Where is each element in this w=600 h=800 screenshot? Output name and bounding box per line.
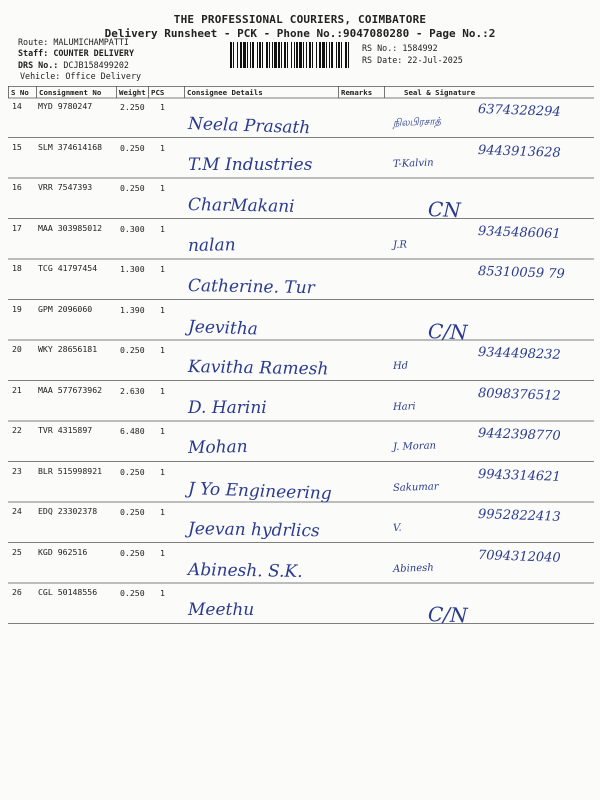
sno-cell: 16 bbox=[12, 182, 22, 192]
table-grid bbox=[8, 86, 594, 800]
seal-handwriting: CN bbox=[427, 197, 462, 223]
barcode-bar bbox=[309, 42, 311, 68]
barcode-bar bbox=[341, 42, 342, 68]
weight-cell: 2.630 bbox=[120, 385, 145, 396]
header-consignee-details: Consignee Details bbox=[187, 88, 263, 97]
barcode-bar bbox=[336, 42, 337, 68]
barcode-bar bbox=[266, 42, 268, 68]
barcode-bar bbox=[237, 42, 238, 68]
barcode-bar bbox=[291, 42, 292, 68]
sno-cell: 25 bbox=[12, 546, 22, 557]
consignee-signature: Jeevitha bbox=[187, 316, 259, 339]
consignment-no-cell: CGL 50148556 bbox=[38, 587, 98, 597]
rs-no-label: RS No.: bbox=[362, 43, 398, 53]
pcs-cell: 1 bbox=[160, 264, 165, 274]
sno-cell: 18 bbox=[12, 263, 22, 273]
barcode-bar bbox=[329, 42, 330, 68]
rs-no-value: 1584992 bbox=[402, 43, 438, 53]
consignee-signature: D. Harini bbox=[188, 397, 267, 418]
barcode-bar bbox=[240, 42, 242, 68]
weight-cell: 0.250 bbox=[120, 547, 145, 558]
seal-handwriting: 9345486061 bbox=[477, 223, 561, 242]
weight-cell: 1.390 bbox=[120, 304, 145, 315]
barcode-bar bbox=[278, 42, 280, 68]
consignee-signature: Neela Prasath bbox=[187, 114, 311, 139]
drs-value: DCJB158499202 bbox=[63, 60, 129, 70]
weight-cell: 0.250 bbox=[120, 466, 145, 477]
sno-cell: 26 bbox=[12, 587, 22, 597]
pcs-cell: 1 bbox=[160, 547, 165, 558]
pcs-cell: 1 bbox=[160, 385, 165, 396]
sno-cell: 14 bbox=[12, 101, 22, 111]
seal-handwriting: 9344498232 bbox=[477, 345, 561, 363]
weight-cell: 0.250 bbox=[120, 507, 145, 517]
barcode-bar bbox=[306, 42, 307, 68]
barcode-bar bbox=[326, 42, 327, 68]
seal-signature: T-Kalvin bbox=[392, 157, 434, 170]
consignee-signature: Mohan bbox=[187, 436, 248, 458]
barcode-bar bbox=[262, 42, 263, 68]
barcode-bar bbox=[233, 42, 234, 68]
weight-cell: 0.250 bbox=[120, 345, 145, 355]
seal-signature: Hd bbox=[392, 360, 409, 372]
staff-line bbox=[18, 48, 134, 58]
header-pcs: PCS bbox=[151, 88, 165, 97]
weight-cell: 0.250 bbox=[120, 142, 145, 153]
consignment-no-cell: WKY 28656181 bbox=[38, 344, 98, 354]
consignment-no-cell: TVR 4315897 bbox=[38, 425, 93, 435]
sno-cell: 17 bbox=[12, 222, 22, 233]
seal-signature: J.R bbox=[392, 239, 408, 251]
drs-label: DRS No.: bbox=[18, 60, 59, 70]
barcode-bar bbox=[269, 42, 270, 68]
consignment-no-cell: VRR 7547393 bbox=[38, 182, 93, 192]
consignment-no-cell: BLR 515998921 bbox=[38, 465, 103, 476]
barcode-bar bbox=[250, 42, 251, 68]
barcode-bar bbox=[331, 42, 333, 68]
consignment-no-cell: MYD 9780247 bbox=[38, 101, 93, 111]
consignment-no-cell: SLM 374614168 bbox=[38, 141, 103, 152]
header-seal-signature: Seal & Signature bbox=[404, 88, 476, 97]
sno-cell: 23 bbox=[12, 465, 22, 476]
runsheet-table bbox=[8, 86, 594, 800]
consignee-signature: Abinesh. S.K. bbox=[187, 559, 303, 582]
barcode-bar bbox=[316, 42, 317, 68]
seal-handwriting: 8098376512 bbox=[477, 385, 561, 404]
pcs-cell: 1 bbox=[160, 183, 165, 193]
drs-line bbox=[18, 60, 129, 70]
seal-signature: V. bbox=[392, 522, 402, 534]
pcs-cell: 1 bbox=[160, 507, 165, 517]
rs-no-line bbox=[362, 43, 438, 53]
consignment-no-cell: TCG 41797454 bbox=[38, 263, 98, 273]
company-name: THE PROFESSIONAL COURIERS, COIMBATORE bbox=[173, 13, 427, 26]
sno-cell: 15 bbox=[12, 141, 22, 152]
seal-handwriting: 9943314621 bbox=[477, 466, 561, 485]
barcode-bar bbox=[312, 42, 313, 68]
seal-signature: Abinesh bbox=[392, 562, 434, 575]
barcode-bar bbox=[287, 42, 288, 68]
vehicle-value: Office Delivery bbox=[65, 71, 142, 81]
weight-cell: 0.250 bbox=[120, 183, 145, 193]
sno-cell: 22 bbox=[12, 425, 22, 435]
rs-date-label: RS Date: bbox=[362, 55, 403, 65]
seal-handwriting: 9443913628 bbox=[477, 142, 561, 161]
barcode-bar bbox=[252, 42, 254, 68]
consignee-signature: Kavitha Ramesh bbox=[187, 357, 329, 380]
weight-cell: 0.250 bbox=[120, 588, 145, 598]
seal-signature: நிலபிரசாத் bbox=[392, 116, 442, 129]
barcode-bar bbox=[338, 42, 340, 68]
sno-cell: 21 bbox=[12, 384, 22, 395]
seal-handwriting: C/N bbox=[427, 318, 468, 344]
pcs-cell: 1 bbox=[160, 223, 165, 234]
barcode-bar bbox=[272, 42, 273, 68]
vehicle-line bbox=[20, 71, 141, 81]
sno-cell: 24 bbox=[12, 506, 22, 516]
barcode-bar bbox=[345, 42, 347, 68]
barcode-bar bbox=[348, 42, 349, 68]
seal-signature: Sakumar bbox=[392, 480, 439, 494]
consignment-no-cell: MAA 303985012 bbox=[38, 222, 103, 233]
sno-cell: 19 bbox=[12, 303, 22, 314]
barcode-bar bbox=[319, 42, 321, 68]
pcs-cell: 1 bbox=[160, 142, 165, 153]
seal-signature: Hari bbox=[392, 400, 416, 413]
consignment-no-cell: GPM 2096060 bbox=[38, 303, 93, 314]
rs-date-line bbox=[362, 55, 463, 65]
barcode-bar bbox=[257, 42, 258, 68]
barcode-bar bbox=[296, 42, 298, 68]
barcode-bar bbox=[259, 42, 261, 68]
seal-handwriting: 85310059 79 bbox=[477, 264, 566, 283]
header-remarks: Remarks bbox=[341, 88, 373, 97]
barcode-bar bbox=[247, 42, 248, 68]
barcode-bar bbox=[322, 42, 325, 68]
pcs-cell: 1 bbox=[160, 102, 165, 112]
header-weight: Weight bbox=[119, 88, 146, 97]
vehicle-label: Vehicle: bbox=[20, 71, 61, 81]
route-value: MALUMICHAMPATTI bbox=[53, 37, 129, 47]
consignee-signature: Catherine. Tur bbox=[187, 276, 315, 299]
staff-label: Staff: bbox=[18, 48, 49, 58]
consignee-signature: J Yo Engineering bbox=[187, 478, 333, 504]
barcode-bar bbox=[284, 42, 286, 68]
weight-cell: 2.250 bbox=[120, 102, 145, 112]
barcode-bar bbox=[303, 42, 304, 68]
seal-handwriting: 9952822413 bbox=[477, 507, 561, 525]
pcs-cell: 1 bbox=[160, 588, 165, 598]
weight-cell: 1.300 bbox=[120, 264, 145, 274]
barcode-bar bbox=[230, 42, 232, 68]
consignee-signature: T.M Industries bbox=[188, 154, 313, 175]
pcs-cell: 1 bbox=[160, 304, 165, 315]
route-line bbox=[18, 37, 129, 47]
header-consignment-no: Consignment No bbox=[39, 88, 102, 97]
consignee-signature: Meethu bbox=[188, 600, 255, 620]
weight-cell: 6.480 bbox=[120, 426, 145, 436]
seal-handwriting: 9442398770 bbox=[477, 426, 561, 444]
consignment-no-cell: KGD 962516 bbox=[38, 546, 88, 557]
consignment-no-cell: EDQ 23302378 bbox=[38, 506, 98, 516]
sno-cell: 20 bbox=[12, 344, 22, 354]
route-label: Route: bbox=[18, 37, 49, 47]
pcs-cell: 1 bbox=[160, 345, 165, 355]
consignee-signature: CharMakani bbox=[187, 195, 295, 217]
weight-cell: 0.300 bbox=[120, 223, 145, 234]
consignee-signature: nalan bbox=[187, 234, 236, 256]
consignment-no-cell: MAA 577673962 bbox=[38, 384, 103, 395]
rs-date-value: 22-Jul-2025 bbox=[407, 55, 463, 65]
barcode-bar bbox=[281, 42, 282, 68]
barcode-image bbox=[230, 42, 350, 68]
staff-value: COUNTER DELIVERY bbox=[53, 48, 134, 58]
seal-handwriting: 7094312040 bbox=[477, 547, 561, 566]
runsheet-title: Delivery Runsheet - PCK - Phone No.:9047080280 - Page No.:2 bbox=[104, 27, 496, 40]
barcode-bar bbox=[243, 42, 246, 68]
seal-handwriting: 6374328294 bbox=[477, 102, 561, 120]
pcs-cell: 1 bbox=[160, 426, 165, 436]
barcode-bar bbox=[294, 42, 295, 68]
seal-handwriting: C/N bbox=[427, 602, 468, 628]
seal-signature: J. Moran bbox=[392, 440, 437, 453]
header-sno: S No bbox=[11, 88, 29, 97]
barcode-bar bbox=[274, 42, 277, 68]
consignee-signature: Jeevan hydrlics bbox=[187, 519, 320, 542]
pcs-cell: 1 bbox=[160, 466, 165, 477]
barcode-bar bbox=[299, 42, 302, 68]
